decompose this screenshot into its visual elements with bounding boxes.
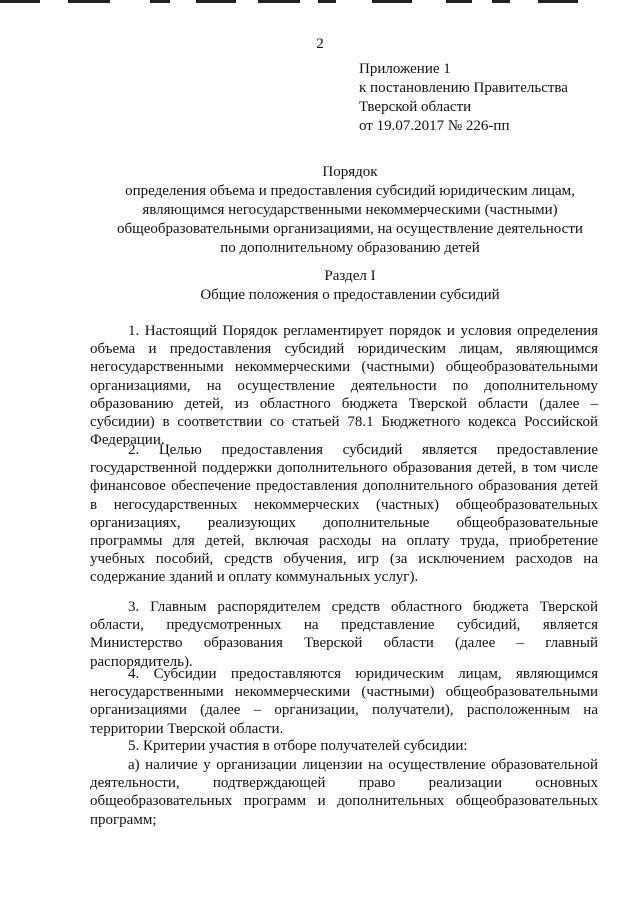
page-number: 2: [316, 36, 324, 52]
scan-artifact: [0, 0, 640, 6]
title-heading: Порядок: [322, 164, 378, 180]
title-line: определения объема и предоставления субсидий юридическим лицам,: [125, 183, 575, 199]
paragraph-3: 3. Главным распорядителем средств областного бюджета Тверской области, предусмотренных на представление субсидий, является Министерство образования Тверской области (далее – главный распорядитель).: [90, 599, 598, 670]
paragraph-2: 2. Целью предоставления субсидий является предоставление государственной поддержки дополнительного образования детей, в том числе финансовое обеспечение предоставления дополнительного образования детей в негосударственных некоммерческих (частных) общеобразовательных организациях, реализующих дополнительные общеобразовательные программы для детей, включая расходы на оплату труда, приобретение учебных пособий, средств обучения, игр (за исключением расходов на содержание зданий и оплату коммунальных услуг).: [90, 442, 598, 586]
paragraph-1: 1. Настоящий Порядок регламентирует порядок и условия определения объема и предоставления субсидий юридическим лицам, являющимся негосударственными некоммерческими (частными) общеобразовательными организациями, на осуществление деятельности по дополнительному образованию детей, из областного бюджета Тверской области (далее – субсидии) в соответствии со статьей 78.1 Бюджетного кодекса Российской Федерации.: [90, 323, 598, 449]
paragraph-6: а) наличие у организации лицензии на осуществление образовательной деятельности, подтверждающей право реализации основных общеобразовательных программ и дополнительных общеобразовательных программ;: [90, 757, 598, 828]
title-line: общеобразовательными организациями, на осуществление деятельности: [117, 221, 583, 237]
appendix-line: Приложение 1: [359, 61, 451, 77]
appendix-line: от 19.07.2017 № 226-пп: [359, 118, 510, 134]
appendix-line: к постановлению Правительства: [359, 80, 568, 96]
title-line: по дополнительному образованию детей: [220, 240, 480, 256]
appendix-header: [359, 60, 568, 136]
section-title: Общие положения о предоставлении субсидий: [200, 287, 500, 303]
section-heading: [60, 267, 640, 305]
section-label: Раздел I: [324, 268, 376, 284]
paragraph-4: 4. Субсидии предоставляются юридическим лицам, являющимся негосударственными некоммерческими (частными) общеобразовательными организациями (далее – организации, получатели), расположенным на территории Тверской области.: [90, 666, 598, 737]
appendix-line: Тверской области: [359, 99, 472, 115]
paragraph-5: 5. Критерии участия в отборе получателей субсидии:: [128, 738, 468, 754]
document-title: [60, 163, 640, 258]
title-line: являющимся негосударственными некоммерческими (частными): [142, 202, 558, 218]
